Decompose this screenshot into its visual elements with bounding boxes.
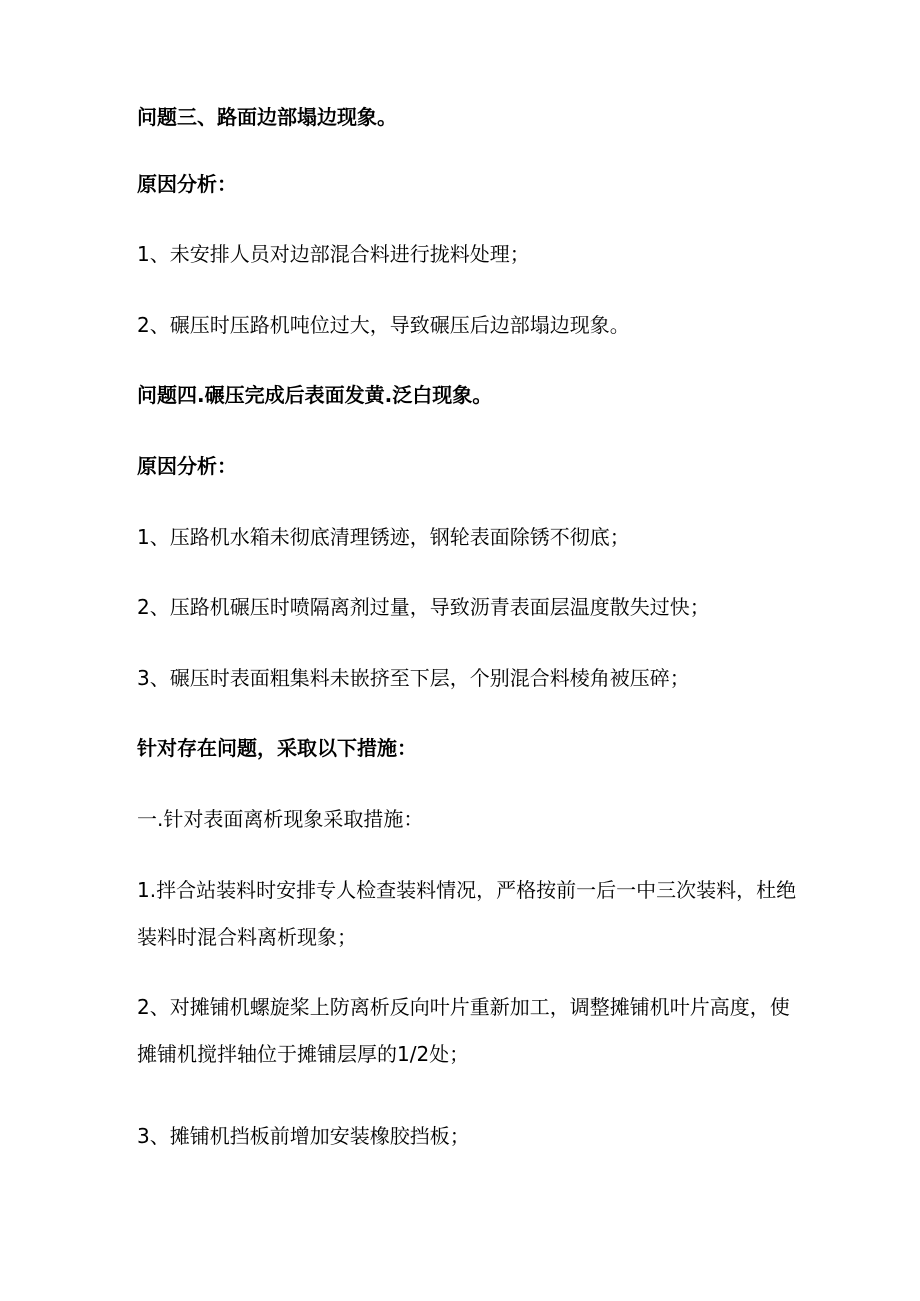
- heading-cause-analysis: 原因分析：: [137, 172, 237, 196]
- paragraph: 3、碾压时表面粗集料未嵌挤至下层，个别混合料棱角被压碎；: [137, 666, 690, 690]
- paragraph: 一.针对表面离析现象采取措施：: [137, 807, 424, 831]
- heading-problem-4: 问题四.碾压完成后表面发黄.泛白现象。: [137, 383, 493, 407]
- paragraph: 1.拌合站装料时安排专人检查装料情况，严格按前一后一中三次装料，杜绝装料时混合料离析现象；: [137, 878, 797, 949]
- heading-cause-analysis: 原因分析：: [137, 454, 237, 478]
- heading-problem-3: 问题三、路面边部塌边现象。: [137, 105, 397, 129]
- heading-measures: 针对存在问题，采取以下措施：: [137, 736, 417, 760]
- paragraph: 2、碾压时压路机吨位过大，导致碾压后边部塌边现象。: [137, 313, 630, 337]
- paragraph: 1、未安排人员对边部混合料进行拢料处理；: [137, 242, 530, 266]
- paragraph: 3、摊铺机挡板前增加安装橡胶挡板；: [137, 1124, 470, 1148]
- paragraph: 2、压路机碾压时喷隔离剂过量，导致沥青表面层温度散失过快；: [137, 595, 710, 619]
- paragraph: 2、对摊铺机螺旋桨上防离析反向叶片重新加工，调整摊铺机叶片高度，使摊铺机搅拌轴位于摊铺层厚的1/2处；: [137, 995, 790, 1066]
- paragraph: 1、压路机水箱未彻底清理锈迹，钢轮表面除锈不彻底；: [137, 525, 630, 549]
